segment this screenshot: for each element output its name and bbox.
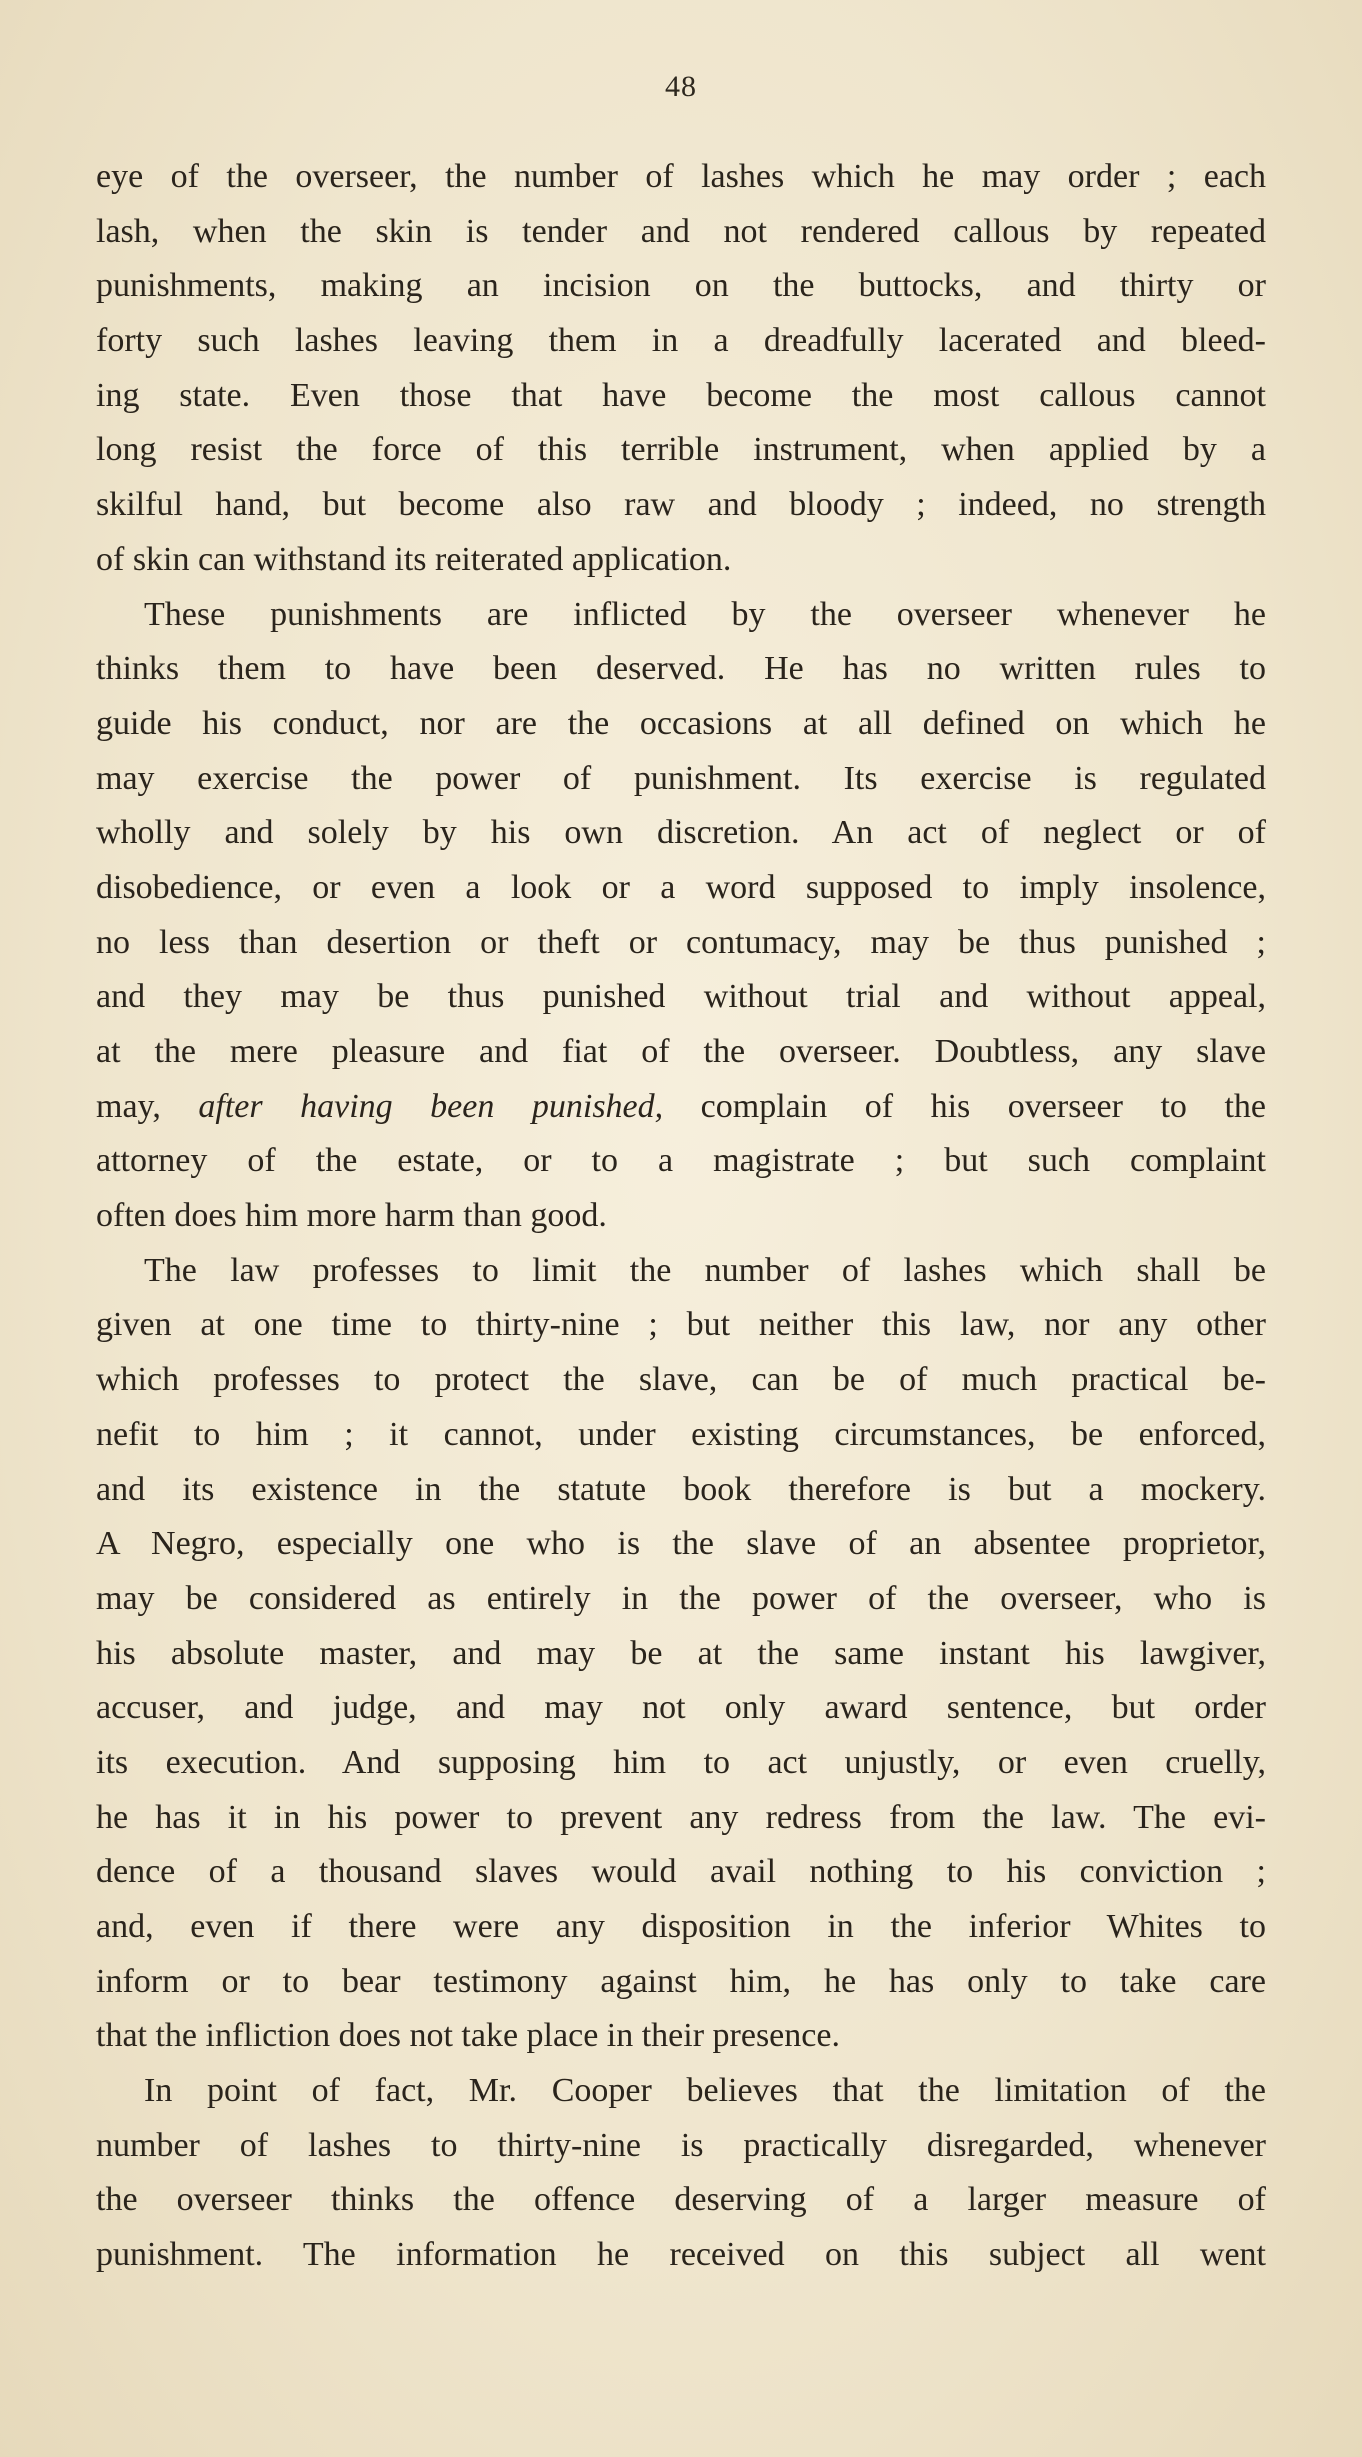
page-number: 48 <box>665 70 697 103</box>
body-text <box>96 150 1266 2283</box>
text-line: and its existence in the statute book therefore is but a mockery. <box>96 1470 1266 1508</box>
text-line: that the infliction does not take place in their presence. <box>96 2017 840 2055</box>
text-line: long resist the force of this terrible instrument, when applied by a <box>96 431 1266 469</box>
text-line: and they may be thus punished without trial and without appeal, <box>96 978 1266 1016</box>
text-line: The law professes to limit the number of lashes which shall be <box>144 1251 1266 1289</box>
text-run: may, <box>96 1087 199 1125</box>
text-line: guide his conduct, nor are the occasions at all defined on which he <box>96 704 1266 742</box>
text-line-italic <box>96 1080 1266 1135</box>
text-line: disobedience, or even a look or a word supposed to imply insolence, <box>96 868 1266 906</box>
text-line: often does him more harm than good. <box>96 1197 607 1235</box>
text-line: A Negro, especially one who is the slave of an absentee proprietor, <box>96 1525 1266 1563</box>
text-line: given at one time to thirty-nine ; but neither this law, nor any other <box>96 1306 1266 1344</box>
text-line: he has it in his power to prevent any redress from the law. The evi- <box>96 1798 1266 1836</box>
text-line: at the mere pleasure and fiat of the overseer. Doubtless, any slave <box>96 1033 1266 1070</box>
text-line: wholly and solely by his own discretion. An act of neglect or of <box>96 814 1266 852</box>
text-line: lash, when the skin is tender and not rendered callous by repeated <box>96 212 1266 250</box>
text-line: its execution. And supposing him to act unjustly, or even cruelly, <box>96 1743 1266 1781</box>
text-run: complain of his overseer to the <box>663 1087 1266 1125</box>
text-line: inform or to bear testimony against him, he has only to take care <box>96 1962 1266 2000</box>
text-line: no less than desertion or theft or contumacy, may be thus punished ; <box>96 923 1266 961</box>
text-line: eye of the overseer, the number of lashes which he may order ; each <box>96 158 1266 195</box>
text-line: which professes to protect the slave, can be of much practical be- <box>96 1361 1266 1399</box>
text-line: forty such lashes leaving them in a dreadfully lacerated and bleed- <box>96 322 1266 360</box>
text-line: punishment. The information he received on this subject all went <box>96 2236 1266 2274</box>
text-line: punishments, making an incision on the buttocks, and thirty or <box>96 267 1266 305</box>
text-line: skilful hand, but become also raw and bloody ; indeed, no strength <box>96 486 1266 524</box>
text-line: ing state. Even those that have become the most callous cannot <box>96 376 1266 414</box>
text-line: attorney of the estate, or to a magistrate ; but such complaint <box>96 1142 1266 1180</box>
text-line: dence of a thousand slaves would avail nothing to his conviction ; <box>96 1853 1266 1891</box>
text-line: may exercise the power of punishment. Its exercise is regulated <box>96 759 1266 797</box>
text-line: These punishments are inflicted by the overseer whenever he <box>144 595 1266 633</box>
text-line: may be considered as entirely in the power of the overseer, who is <box>96 1579 1266 1617</box>
text-line: number of lashes to thirty-nine is practically disregarded, whenever <box>96 2126 1266 2164</box>
text-line: and, even if there were any disposition in the inferior Whites to <box>96 1908 1266 1945</box>
text-line: nefit to him ; it cannot, under existing circumstances, be enforced, <box>96 1415 1266 1453</box>
text-line: of skin can withstand its reiterated application. <box>96 540 732 578</box>
text-line: In point of fact, Mr. Cooper believes that the limitation of the <box>144 2072 1266 2110</box>
italic-run: after having been punished, <box>198 1087 664 1125</box>
text-line: thinks them to have been deserved. He has no written rules to <box>96 650 1266 688</box>
text-line: the overseer thinks the offence deserving of a larger measure of <box>96 2181 1266 2219</box>
text-line: accuser, and judge, and may not only award sentence, but order <box>96 1689 1266 1727</box>
text-line: his absolute master, and may be at the same instant his lawgiver, <box>96 1634 1266 1672</box>
